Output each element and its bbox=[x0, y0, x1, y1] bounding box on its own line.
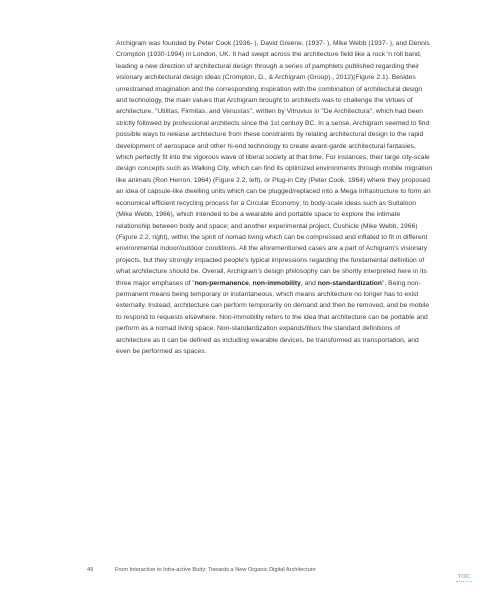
toc-underline bbox=[456, 581, 472, 584]
body-paragraph bbox=[116, 38, 434, 357]
running-title: From Interactive to Intra-active Body: Towards a New Organic Digital Architecture bbox=[115, 567, 316, 573]
toc-label: TOC bbox=[457, 574, 471, 580]
emphasis-non-immobility: non-immobility bbox=[252, 279, 301, 287]
toc-link[interactable] bbox=[452, 574, 476, 586]
page-number: 49 bbox=[87, 567, 94, 573]
page-footer bbox=[87, 565, 417, 575]
separator-1: , bbox=[248, 279, 253, 287]
body-text-part-2: ". Being non-permanent means being temporary or instantaneous, which means architecture no longer has to exist externally. Instead, architecture can perform temporarily on demand and then be removed, and be mobile to respond to requests elsewhere. Non-immobility refers to the idea that architecture can be portable and perform as a nomad living space. Non-standardization expands/blurs the standard definitions of architecture as it can be defined as including wearable devices, be transformed as transportation, and even be performed as spaces. bbox=[116, 279, 430, 355]
emphasis-non-standardization: non-standardization bbox=[317, 279, 382, 287]
separator-2: , and bbox=[300, 279, 318, 287]
body-text-part-1: Archigram was founded by Peter Cook (1936- ), David Greene, (1937- ), Mike Webb (1937- ), and Dennis Crompton (1930-1994) in London, UK. It had swept across the architecture field like a rock 'n roll band, leading a new direction of architectural design through a series of pamphlets published regarding their visionary architectural design ideas (Crompton, D., & Archigram (Group)., 2012)(Figure 2.1). Besides unrestrained imagination and the corresponding inspiration with the combination of architectural design and technology, the main values that Archigram brought to architects was to challenge the virtues of architecture, "Utilitas, Firmitas, and Venustas", written by Vitruvius in "De Architectura", which had been strictly followed by professional architects since the 1st century BC. In a sense, Archigram seemed to find possible ways to release architecture from these constraints by relating architectural design to the rapid development of aerospace and other hi-end technology to create avant-garde architectural fantasies, which perfectly fit into the vigorous wave of liberal society at that time. For instances, their large city-scale design concepts such as Walking City, which can find its optimized environments through mobile migration like animals (Ron Herron, 1964) (Figure 2.2, left), or Plug-in City (Peter Cook, 1964) where they proposed an idea of capsule-like dwelling units which can be plugged/replaced into a Mega Infrastructure to form an economical efficient recycling process for a Circular Economy; to body-scale ideas such as Suitaloon (Mike Webb, 1966), which intended to be a wearable and portable space to explore the intimate relationship between body and space; and another experimental project, Cushicle (Mike Webb, 1966) (Figure 2.2, right), within the spirit of nomad living which can be compressed and inflated to fit in different environmental indoor/outdoor conditions. All the aforementioned cases are a part of Achigram's visionary projects, but they strongly impacted people's typical impressions regarding the fundamental definition of what architecture should be. Overall, Archigram's design philosophy can be shortly interpreted here in its three major emphases of " bbox=[116, 40, 433, 287]
emphasis-non-permanence: non-permanence bbox=[194, 279, 249, 287]
